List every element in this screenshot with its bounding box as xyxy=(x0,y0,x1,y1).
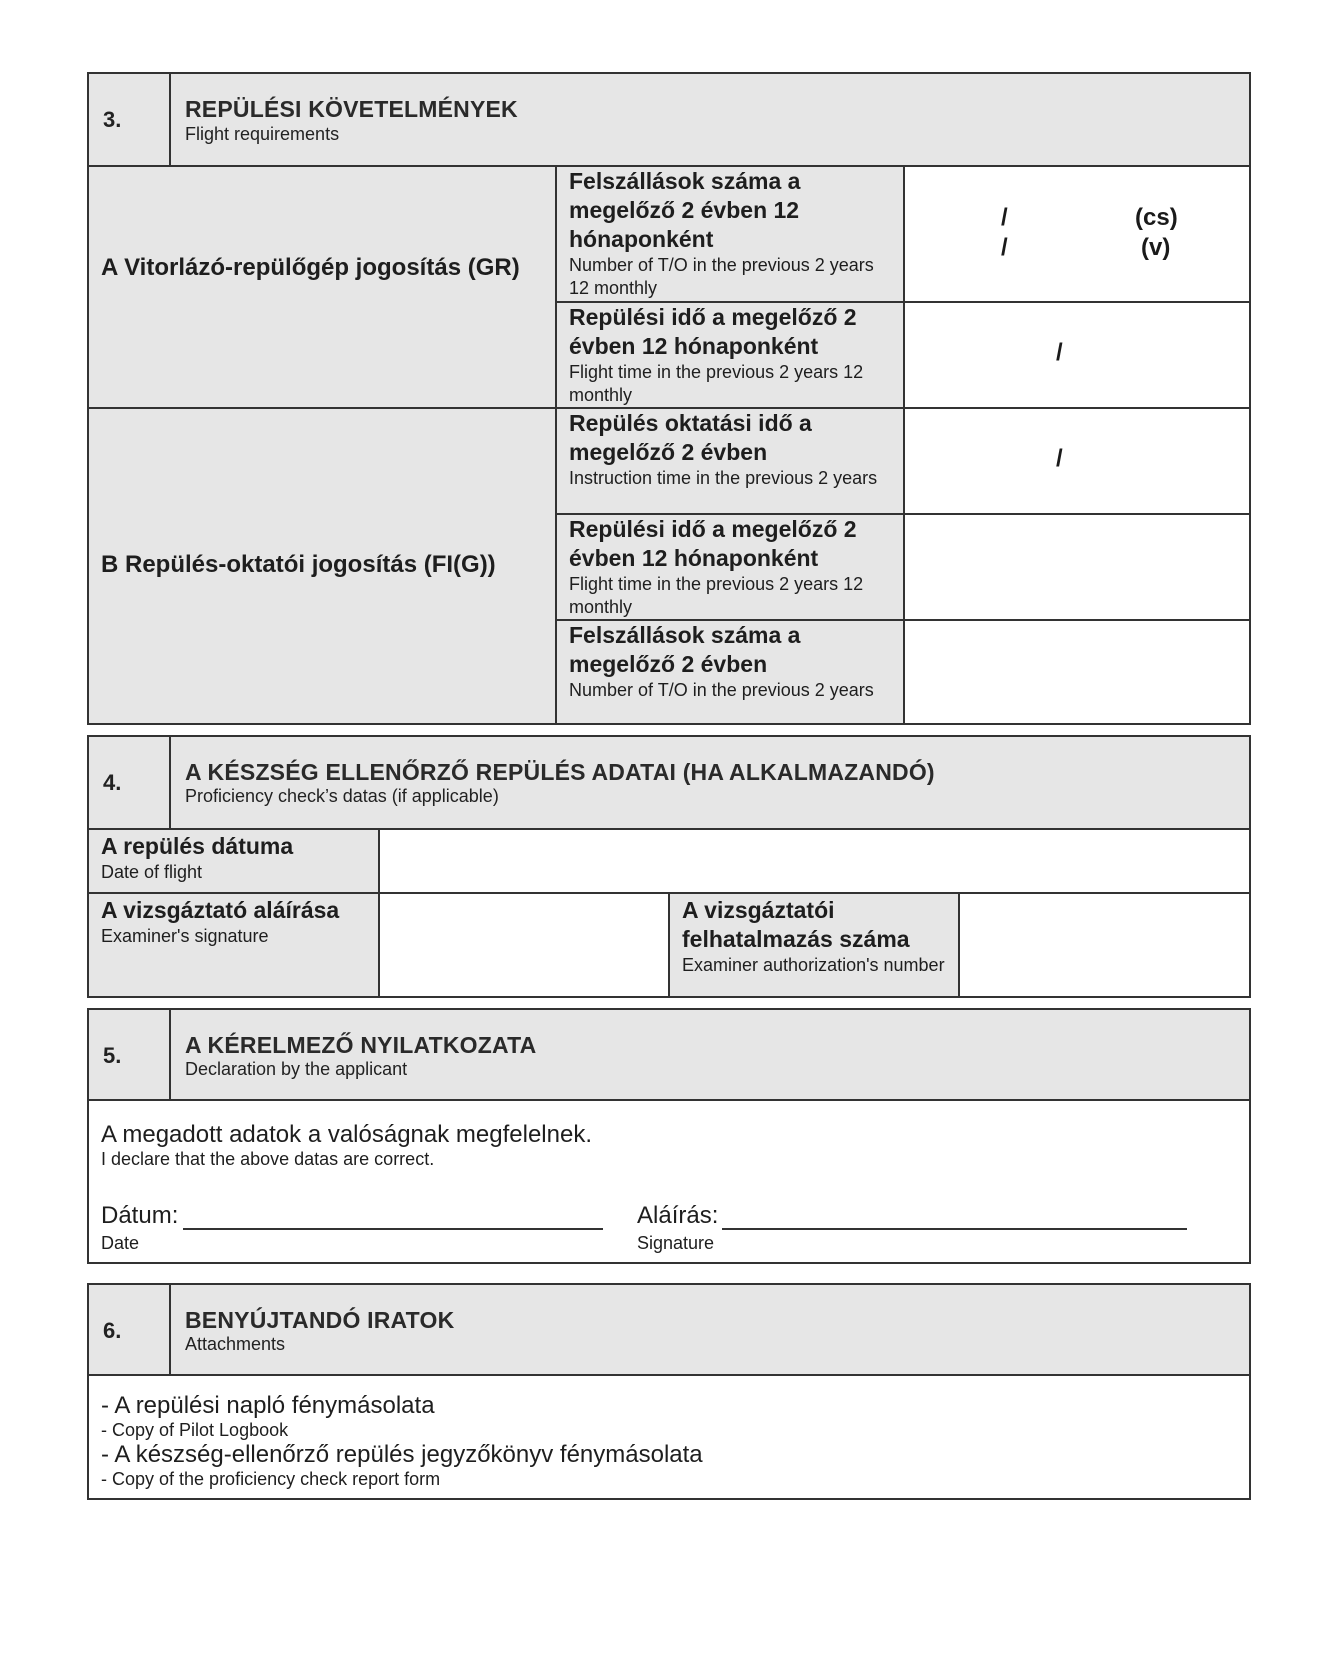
section-4-proficiency-check xyxy=(87,735,1251,998)
section-5-subtitle: Declaration by the applicant xyxy=(185,1059,408,1079)
section-3-title: REPÜLÉSI KÖVETELMÉNYEK xyxy=(185,96,518,122)
row-1-unit-pieces: (cs) xyxy=(1135,204,1178,231)
row-3-value-cell[interactable] xyxy=(905,407,1249,513)
group-b-label: B Repülés-oktatói jogosítás (FI(G)) xyxy=(101,551,496,578)
section-5-number-cell xyxy=(89,1010,171,1101)
section-3-number-cell xyxy=(89,74,171,165)
signature-label-en: Signature xyxy=(637,1233,715,1253)
section-4-number-cell xyxy=(89,737,171,828)
row-1-unit-v: (v) xyxy=(1141,234,1171,261)
section-6-subtitle: Attachments xyxy=(185,1334,286,1354)
section-6-number: 6. xyxy=(103,1318,122,1343)
row-1-slash-1: / xyxy=(1001,204,1008,231)
attachment-item-2-hu: - A készség-ellenőrző repülés jegyzőkönyv fénymásolata xyxy=(101,1441,703,1468)
row-4-label-cell xyxy=(557,513,905,619)
examiner-signature-label-hu: A vizsgáztató aláírása xyxy=(101,897,340,923)
group-a-cell xyxy=(89,165,557,407)
row-3-slash: / xyxy=(1056,445,1063,472)
examiner-signature-field[interactable] xyxy=(380,892,670,996)
declaration-statement-hu: A megadott adatok a valóságnak megfelelnek. xyxy=(101,1121,592,1148)
row-1-slash-2: / xyxy=(1001,234,1008,261)
attachment-list xyxy=(101,1392,703,1490)
row-5-value-cell[interactable] xyxy=(905,619,1249,723)
row-3-label-cell xyxy=(557,407,905,513)
section-5-header xyxy=(89,1010,1249,1101)
examiner-authorization-label-cell xyxy=(670,892,960,996)
row-1-value-cell[interactable] xyxy=(905,165,1249,301)
date-label: Dátum: xyxy=(101,1202,179,1229)
row-1-label-hu: Felszállások száma a megelőző 2 évben 12 hónaponként xyxy=(569,168,801,252)
row-5-label-cell xyxy=(557,619,905,723)
row-4-value-cell[interactable] xyxy=(905,513,1249,619)
row-2-value-cell[interactable] xyxy=(905,301,1249,407)
date-line[interactable] xyxy=(183,1228,603,1230)
row-4-label-hu: Repülési idő a megelőző 2 évben 12 hónaponként xyxy=(569,516,857,571)
section-5-title: A KÉRELMEZŐ NYILATKOZATA xyxy=(185,1032,537,1058)
signature-label: Aláírás: xyxy=(637,1202,719,1229)
section-3-number: 3. xyxy=(103,107,122,132)
section-4-header xyxy=(89,737,1249,828)
section-5-declaration xyxy=(87,1008,1251,1264)
section-4-number: 4. xyxy=(103,770,122,795)
section-6-header xyxy=(89,1285,1249,1376)
section-3-flight-requirements xyxy=(87,72,1251,725)
row-5-label-en: Number of T/O in the previous 2 years xyxy=(569,680,874,700)
section-5-number: 5. xyxy=(103,1043,122,1068)
section-6-number-cell xyxy=(89,1285,171,1376)
section-4-title: A KÉSZSÉG ELLENŐRZŐ REPÜLÉS ADATAI (HA ALKALMAZANDÓ) xyxy=(185,759,935,785)
attachment-item-1-hu: - A repülési napló fénymásolata xyxy=(101,1392,435,1419)
row-1-label-en: Number of T/O in the previous 2 years 12 monthly xyxy=(569,255,874,298)
row-1-label-cell xyxy=(557,165,905,301)
flight-date-label-hu: A repülés dátuma xyxy=(101,833,294,859)
flight-date-label-en: Date of flight xyxy=(101,862,203,882)
row-2-label-cell xyxy=(557,301,905,407)
attachment-item-2-en: - Copy of the proficiency check report form xyxy=(101,1469,441,1489)
section-6-attachments xyxy=(87,1283,1251,1500)
flight-date-field[interactable] xyxy=(380,828,1249,892)
attachment-item-1-en: - Copy of Pilot Logbook xyxy=(101,1420,289,1440)
examiner-signature-label-en: Examiner's signature xyxy=(101,926,269,946)
examiner-authorization-field[interactable] xyxy=(960,892,1249,996)
row-5-label-hu: Felszállások száma a megelőző 2 évben xyxy=(569,622,801,677)
row-2-label-en: Flight time in the previous 2 years 12 monthly xyxy=(569,362,864,405)
examiner-authorization-label-en: Examiner authorization's number xyxy=(682,955,945,975)
section-3-header xyxy=(89,74,1249,165)
row-2-label-hu: Repülési idő a megelőző 2 évben 12 hónaponként xyxy=(569,304,857,359)
signature-line[interactable] xyxy=(722,1228,1187,1230)
section-6-title: BENYÚJTANDÓ IRATOK xyxy=(185,1307,455,1333)
row-2-slash: / xyxy=(1056,339,1063,366)
row-3-label-hu: Repülés oktatási idő a megelőző 2 évben xyxy=(569,410,812,465)
date-label-en: Date xyxy=(101,1233,140,1253)
group-b-cell xyxy=(89,407,557,723)
section-3-subtitle: Flight requirements xyxy=(185,124,340,144)
examiner-authorization-label-hu: A vizsgáztatói felhatalmazás száma xyxy=(682,897,910,952)
group-a-label: A Vitorlázó-repülőgép jogosítás (GR) xyxy=(101,254,520,281)
row-4-label-en: Flight time in the previous 2 years 12 monthly xyxy=(569,574,864,617)
section-4-subtitle: Proficiency check’s datas (if applicable) xyxy=(185,786,499,806)
flight-date-label-cell xyxy=(89,828,380,892)
declaration-statement-en: I declare that the above datas are correct. xyxy=(101,1149,435,1169)
row-3-label-en: Instruction time in the previous 2 years xyxy=(569,468,878,488)
examiner-signature-label-cell xyxy=(89,892,380,996)
